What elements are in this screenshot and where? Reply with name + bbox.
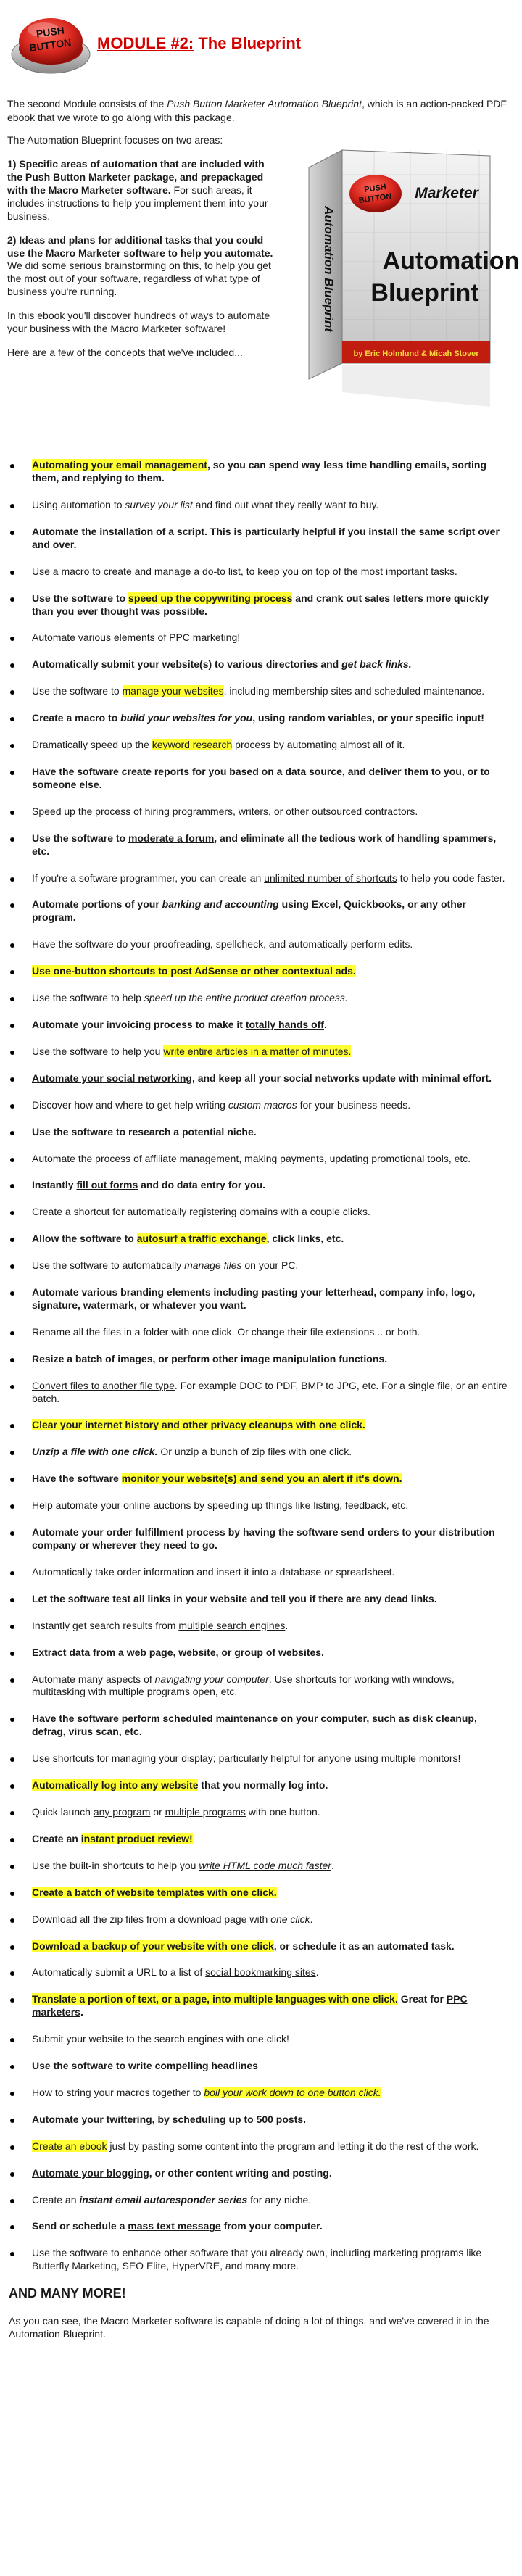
feature-text: Automate your twittering, by scheduling up to xyxy=(32,2113,257,2125)
product-image xyxy=(289,134,520,453)
feature-item xyxy=(7,685,515,698)
feature-item xyxy=(7,1993,515,2019)
feature-item xyxy=(7,1045,515,1059)
feature-item xyxy=(7,965,515,978)
feature-text: PPC marketers xyxy=(32,1993,468,2018)
feature-text: on your PC. xyxy=(241,1259,299,1272)
feature-item xyxy=(7,739,515,752)
feature-item xyxy=(7,1752,515,1765)
intro-paragraph xyxy=(7,97,515,124)
feature-item xyxy=(7,2167,515,2180)
feature-item xyxy=(7,1940,515,1953)
feature-item xyxy=(7,1099,515,1112)
feature-item xyxy=(7,2140,515,2153)
feature-item xyxy=(7,1499,515,1512)
feature-item xyxy=(7,805,515,819)
feature-text: Dramatically speed up the xyxy=(32,739,152,751)
feature-item xyxy=(7,2194,515,2207)
feature-item xyxy=(7,1833,515,1846)
push-button-logo xyxy=(10,11,91,76)
feature-text: Download all the zip files from a download page with xyxy=(32,1913,271,1925)
feature-text: Automate many aspects of xyxy=(32,1673,155,1685)
feature-text: . xyxy=(80,2006,83,2018)
feature-text: , or schedule it as an automated task. xyxy=(273,1939,455,1952)
feature-text: How to string your macros together to xyxy=(32,2086,204,2098)
feature-text: for any niche. xyxy=(247,2193,312,2206)
feature-text: moderate a forum xyxy=(128,832,215,844)
feature-text: fill out forms xyxy=(76,1179,138,1191)
feature-text: . xyxy=(331,1859,334,1871)
feature-text: , or other content writing and posting. xyxy=(149,2166,332,2179)
feature-text: Send or schedule a xyxy=(32,2220,128,2232)
feature-text: speed up the copywriting process xyxy=(128,592,293,604)
feature-text: Have the software do your proofreading, spellcheck, and automatically perform edits. xyxy=(32,938,413,951)
feature-text: Download a backup of your website with one click xyxy=(32,1939,274,1952)
feature-item xyxy=(7,1673,515,1699)
concepts-lead: Here are a few of the concepts that we've included... xyxy=(7,347,243,358)
feature-text: 500 posts xyxy=(256,2113,304,2125)
feature-item xyxy=(7,1233,515,1246)
feature-text: If you're a software programmer, you can create an xyxy=(32,871,265,884)
feature-item xyxy=(7,1446,515,1459)
feature-text: . xyxy=(303,2113,307,2125)
feature-text: and crank out sales letters more quickly than you ever thought was possible. xyxy=(32,592,489,617)
feature-text: unlimited number of shortcuts xyxy=(264,871,397,884)
feature-text: Use the built-in shortcuts to help you xyxy=(32,1859,199,1871)
feature-text: Resize a batch of images, or perform other image manipulation functions. xyxy=(32,1352,388,1364)
feature-text: Discover how and where to get help writing xyxy=(32,1098,228,1111)
feature-text: Unzip a file with one click. xyxy=(32,1446,158,1458)
ebook-box-image xyxy=(309,146,520,450)
feature-text: get back links. xyxy=(341,658,412,671)
feature-text: with one button. xyxy=(245,1805,320,1818)
feature-item xyxy=(7,1380,515,1406)
svg-text:BUTTON: BUTTON xyxy=(28,36,72,54)
feature-text: write entire articles in a matter of minutes. xyxy=(163,1045,352,1057)
focus-text xyxy=(7,134,281,453)
feature-text: Use one-button shortcuts to post AdSense or other contextual ads. xyxy=(32,965,356,977)
focus-area-2 xyxy=(7,234,281,299)
svg-text:BUTTON: BUTTON xyxy=(358,192,393,206)
feature-text: Automating your email management xyxy=(32,459,207,471)
module-name: The Blueprint xyxy=(194,34,302,53)
feature-item xyxy=(7,1206,515,1219)
feature-text: instant product review! xyxy=(80,1832,193,1844)
feature-text: survey your list xyxy=(125,499,193,511)
feature-text: for your business needs. xyxy=(297,1098,411,1111)
feature-text: ! xyxy=(237,631,241,644)
feature-item xyxy=(7,1712,515,1739)
feature-item xyxy=(7,872,515,885)
feature-text: Use a macro to create and manage a do-to list, to keep you on top of the most important tasks. xyxy=(32,565,457,577)
feature-item xyxy=(7,2247,515,2273)
page-title xyxy=(97,33,301,54)
intro-text: The second Module consists of the xyxy=(7,98,167,109)
feature-text: instant email autoresponder series xyxy=(79,2193,248,2206)
feature-item xyxy=(7,832,515,858)
feature-text: write HTML code much faster xyxy=(199,1859,331,1871)
feature-text: , so you can spend way less time handling emails, sorting them, and replying to them. xyxy=(32,459,487,484)
feature-text: Automate the installation of a script. This is particularly helpful if you install the same script over and over. xyxy=(32,525,500,550)
feature-text: Let the software test all links in your website and tell you if there are any dead links. xyxy=(32,1592,437,1604)
feature-text: Quick launch xyxy=(32,1805,94,1818)
feature-text: Automate your invoicing process to make it xyxy=(32,1018,246,1030)
feature-item xyxy=(7,1153,515,1166)
feature-text: to help you code faster. xyxy=(397,871,505,884)
feature-text: Use the software to research a potential niche. xyxy=(32,1125,257,1138)
feature-text: Use the software to enhance other software that you already own, including marketing programs like Butterfly Marketing, SEO Elite, HyperVRE, and many more. xyxy=(32,2247,482,2272)
feature-text: Automatically log into any website xyxy=(32,1779,199,1792)
feature-item xyxy=(7,1473,515,1486)
feature-item xyxy=(7,1779,515,1792)
intro-ebook-name: Push Button Marketer Automation Blueprint xyxy=(167,98,362,109)
feature-text: Use the software to help xyxy=(32,992,144,1004)
svg-text:PUSH: PUSH xyxy=(35,24,65,40)
feature-text: Automate the process of affiliate management, making payments, updating promotional tools, etc. xyxy=(32,1152,471,1164)
feature-text: Use the software to automatically xyxy=(32,1259,185,1272)
feature-text: Create a shortcut for automatically registering domains with a couple clicks. xyxy=(32,1206,370,1218)
feature-text: that you normally log into. xyxy=(198,1779,328,1792)
feature-text: and find out what they really want to buy. xyxy=(192,499,379,511)
feature-item xyxy=(7,1620,515,1633)
svg-text:Marketer: Marketer xyxy=(415,185,478,202)
feature-text: Extract data from a web page, website, or group of websites. xyxy=(32,1646,324,1658)
feature-text: Speed up the process of hiring programmers, writers, or other outsourced contractors. xyxy=(32,805,418,817)
feature-item xyxy=(7,1593,515,1606)
feature-text: Instantly xyxy=(32,1179,77,1191)
feature-text: Convert files to another file type xyxy=(32,1379,175,1391)
feature-text: . xyxy=(310,1913,313,1925)
feature-text: Create a macro to xyxy=(32,712,121,724)
feature-item xyxy=(7,898,515,924)
svg-text:PUSH: PUSH xyxy=(363,183,387,195)
feature-item xyxy=(7,1286,515,1312)
focus-area-2-desc: We did some serious brainstorming on this, to help you get the most out of your software, regardless of what type of business you're running. xyxy=(7,260,271,298)
feature-text: from your computer. xyxy=(220,2220,323,2232)
feature-text: , using random variables, or your specific input! xyxy=(252,712,484,724)
feature-text: speed up the entire product creation process. xyxy=(144,992,348,1004)
feature-text: Rename all the files in a folder with one click. Or change their file extensions... or both. xyxy=(32,1325,420,1338)
feature-text: build your websites for you xyxy=(120,712,253,724)
feature-item xyxy=(7,1019,515,1032)
feature-text: Instantly get search results from xyxy=(32,1619,179,1631)
feature-item xyxy=(7,1966,515,1979)
focus-section xyxy=(7,134,520,453)
feature-text: Automatically submit your website(s) to various directories and xyxy=(32,658,342,671)
feature-text: PPC marketing xyxy=(169,631,238,644)
focus-area-1-desc: For such areas, it includes instructions to help you implement them into your business. xyxy=(7,183,268,222)
feature-item xyxy=(7,1326,515,1339)
feature-text: Automatically submit a URL to a list of xyxy=(32,1966,206,1979)
feature-text: Use the software to help you xyxy=(32,1045,164,1057)
feature-item xyxy=(7,766,515,792)
discover-paragraph: In this ebook you'll discover hundreds of ways to automate your business with the Macro Marketer software! xyxy=(7,310,270,335)
feature-item xyxy=(7,1126,515,1139)
feature-text: process by automating almost all of it. xyxy=(232,739,405,751)
feature-text: using Excel, Quickbooks, or any other program. xyxy=(32,898,466,924)
feature-text: or xyxy=(150,1805,165,1818)
feature-text: Automate your blogging xyxy=(32,2166,149,2179)
feature-text: social bookmarking sites xyxy=(205,1966,316,1979)
feature-text: and do data entry for you. xyxy=(138,1179,266,1191)
feature-text: Create an ebook xyxy=(32,2140,107,2152)
feature-text: Create an xyxy=(32,2193,80,2206)
feature-text: . xyxy=(285,1619,289,1631)
feature-text: . Use shortcuts for working with windows, multitasking with multiple programs open, etc. xyxy=(32,1673,455,1698)
feature-text: Create a batch of website templates with one click. xyxy=(32,1886,277,1898)
svg-text:Automation: Automation xyxy=(382,247,520,276)
intro-text-end: , which is an action-packed PDF ebook that we wrote to go along with this package. xyxy=(7,98,507,123)
feature-item xyxy=(7,1353,515,1366)
feature-text: Use the software to write compelling headlines xyxy=(32,2060,258,2072)
feature-text: just by pasting some content into the program and letting it do the rest of the work. xyxy=(107,2140,479,2152)
feature-text: Use shortcuts for managing your display; particularly helpful for anyone using multiple monitors! xyxy=(32,1752,461,1765)
feature-text: . xyxy=(323,1018,327,1030)
svg-text:by Eric Holmlund & Micah Stove: by Eric Holmlund & Micah Stover xyxy=(353,349,479,359)
feature-text: multiple programs xyxy=(165,1805,246,1818)
feature-item xyxy=(7,1806,515,1819)
feature-text: custom macros xyxy=(228,1098,297,1111)
feature-text: Automate your social networking xyxy=(32,1072,192,1084)
feature-text: Translate a portion of text, or a page, into multiple languages with one click. xyxy=(32,1993,398,2005)
feature-text: manage files xyxy=(184,1259,242,1272)
feature-item xyxy=(7,2220,515,2233)
feature-text: totally hands off xyxy=(245,1018,324,1030)
feature-text: , click links, etc. xyxy=(266,1233,344,1245)
focus-area-1-title: 1) Specific areas of automation that are included with the Push Button Marketer package, and prepackaged with the Macro Marketer software. xyxy=(7,158,265,196)
feature-text: , including membership sites and scheduled maintenance. xyxy=(223,685,485,697)
svg-text:Automation Blueprint: Automation Blueprint xyxy=(322,206,336,333)
svg-text:Blueprint: Blueprint xyxy=(370,279,479,307)
feature-text: Allow the software to xyxy=(32,1233,137,1245)
feature-text: Have the software create reports for you based on a data source, and deliver them to you, or to someone else. xyxy=(32,766,490,790)
feature-text: Or unzip a bunch of zip files with one click. xyxy=(157,1446,352,1458)
feature-text: banking and accounting xyxy=(162,898,279,911)
feature-text: any program xyxy=(93,1805,151,1818)
feature-text: Automate your order fulfillment process by having the software send orders to your distribution company or wherever they need to go. xyxy=(32,1526,495,1551)
feature-text: monitor your website(s) and send you an alert if it's down. xyxy=(121,1473,402,1485)
feature-text: , and eliminate all the tedious work of handling spammers, etc. xyxy=(32,832,497,857)
feature-text: boil your work down to one button click. xyxy=(204,2086,381,2098)
feature-text: Submit your website to the search engines with one click! xyxy=(32,2033,289,2045)
feature-text: Use the software to xyxy=(32,832,129,844)
and-many-more-heading: AND MANY MORE! xyxy=(9,2286,126,2301)
feature-text: Using automation to xyxy=(32,499,125,511)
module-header xyxy=(7,7,515,80)
feature-text: , and keep all your social networks update with minimal effort. xyxy=(191,1072,492,1084)
feature-item xyxy=(7,526,515,552)
feature-item xyxy=(7,2033,515,2046)
feature-item xyxy=(7,938,515,951)
feature-item xyxy=(7,499,515,512)
feature-item xyxy=(7,658,515,671)
feature-text: Automate various elements of xyxy=(32,631,170,644)
feature-item xyxy=(7,1179,515,1192)
feature-text: keyword research xyxy=(152,739,233,751)
focus-area-1 xyxy=(7,158,281,223)
feature-text: Help automate your online auctions by speeding up things like listing, feedback, etc. xyxy=(32,1499,409,1512)
feature-item xyxy=(7,2060,515,2073)
feature-text: . xyxy=(315,1966,319,1979)
feature-list xyxy=(7,459,515,2273)
feature-item xyxy=(7,566,515,579)
feature-text: manage your websites xyxy=(122,685,224,697)
feature-text: Clear your internet history and other privacy cleanups with one click. xyxy=(32,1419,365,1431)
feature-text: one click xyxy=(270,1913,310,1925)
focus-intro: The Automation Blueprint focuses on two areas: xyxy=(7,134,223,146)
feature-item xyxy=(7,1259,515,1272)
feature-item xyxy=(7,1419,515,1432)
closing-paragraph: As you can see, the Macro Marketer software is capable of doing a lot of things, and we've covered it in the Automation Blueprint. xyxy=(9,2314,489,2340)
feature-text: navigating your computer xyxy=(154,1673,269,1685)
feature-item xyxy=(7,631,515,645)
feature-text: Automate portions of your xyxy=(32,898,162,911)
feature-text: multiple search engines xyxy=(178,1619,286,1631)
feature-text: . For example DOC to PDF, BMP to JPG, etc. For a single file, or an entire batch. xyxy=(32,1379,508,1404)
feature-item xyxy=(7,1566,515,1579)
feature-text: Automatically take order information and insert it into a database or spreadsheet. xyxy=(32,1565,395,1578)
feature-text: Automate various branding elements including pasting your letterhead, company info, logo, signature, watermark, or whatever you want. xyxy=(32,1286,476,1311)
feature-item xyxy=(7,1647,515,1660)
focus-area-2-title: 2) Ideas and plans for additional tasks that you could use the Macro Marketer software to help you automate. xyxy=(7,233,273,259)
module-number: MODULE #2: xyxy=(97,34,194,53)
feature-item xyxy=(7,2087,515,2100)
feature-text: mass text message xyxy=(128,2220,221,2232)
feature-text: Create an xyxy=(32,1832,81,1844)
feature-text: Use the software to xyxy=(32,592,129,604)
feature-item xyxy=(7,592,515,618)
feature-item xyxy=(7,712,515,725)
feature-item xyxy=(7,1860,515,1873)
feature-item xyxy=(7,1887,515,1900)
feature-item xyxy=(7,992,515,1005)
feature-text: Have the software xyxy=(32,1473,122,1485)
feature-text: Use the software to xyxy=(32,685,123,697)
feature-item xyxy=(7,1526,515,1552)
feature-item xyxy=(7,1913,515,1926)
feature-text: autosurf a traffic exchange xyxy=(136,1233,267,1245)
feature-item xyxy=(7,1072,515,1085)
feature-text: Great for xyxy=(397,1993,447,2005)
feature-item xyxy=(7,459,515,485)
feature-item xyxy=(7,2113,515,2126)
feature-text: Have the software perform scheduled maintenance on your computer, such as disk cleanup, defrag, virus scan, etc. xyxy=(32,1712,477,1738)
